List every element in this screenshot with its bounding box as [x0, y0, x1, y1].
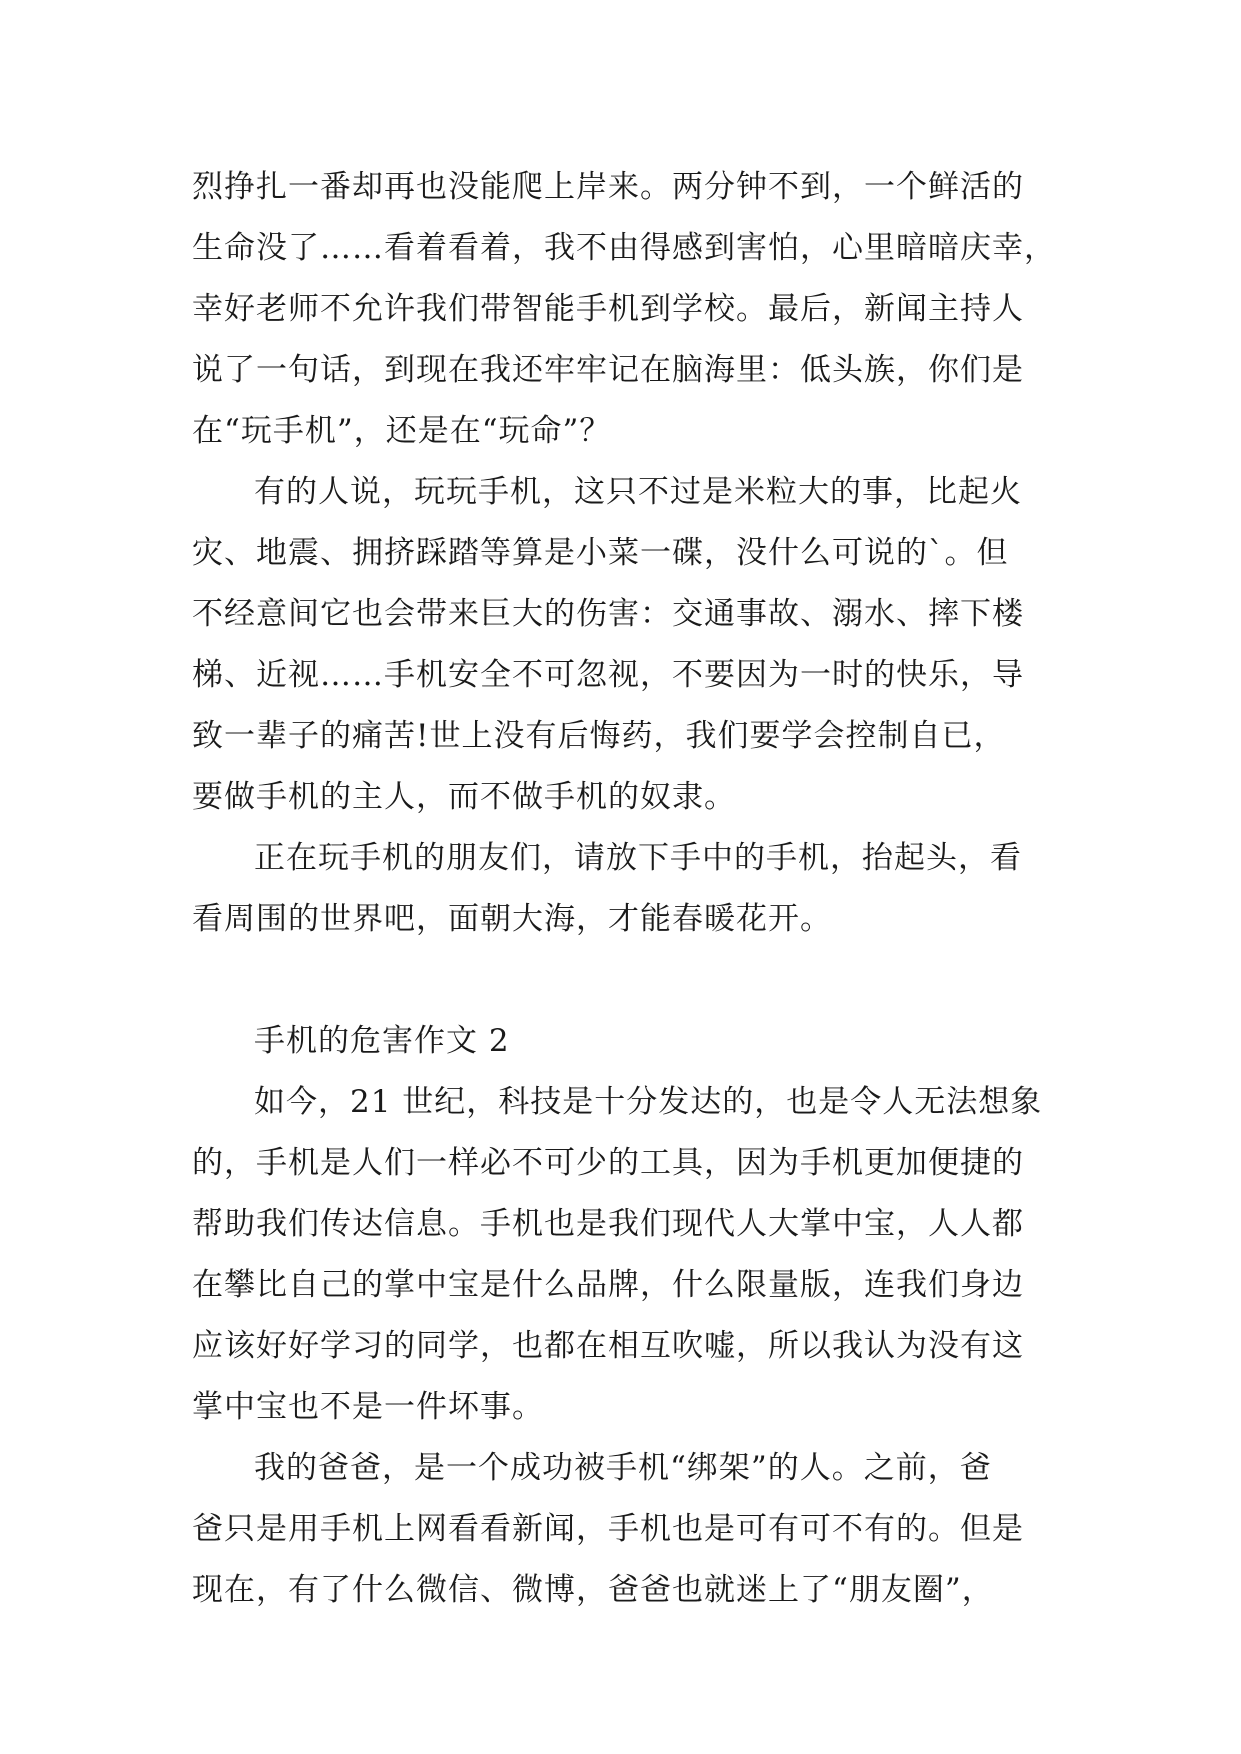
text-line: 要做手机的主人，而不做手机的奴隶。: [192, 779, 736, 815]
paragraph-continued: [192, 157, 1072, 462]
text-line: 掌中宝也不是一件坏事。: [192, 1389, 544, 1425]
essay-heading: 手机的危害作文 2: [254, 1023, 510, 1059]
text-line: 帮助我们传达信息。手机也是我们现代人大掌中宝，人人都: [192, 1206, 1024, 1242]
document-body: [192, 157, 1072, 1621]
text-line: 烈挣扎一番却再也没能爬上岸来。两分钟不到，一个鲜活的: [192, 169, 1024, 205]
text-line: 现在，有了什么微信、微博，爸爸也就迷上了“朋友圈”，: [192, 1572, 994, 1608]
text-line: 在攀比自己的掌中宝是什么品牌，什么限量版，连我们身边: [192, 1267, 1024, 1303]
text-line: 的，手机是人们一样必不可少的工具，因为手机更加便捷的: [192, 1145, 1024, 1181]
text-line: 致一辈子的痛苦!世上没有后悔药，我们要学会控制自已，: [192, 718, 1006, 754]
text-line: 应该好好学习的同学，也都在相互吹嘘，所以我认为没有这: [192, 1328, 1024, 1364]
text-line: 有的人说，玩玩手机，这只不过是米粒大的事，比起火: [254, 474, 1022, 510]
text-line: 我的爸爸，是一个成功被手机“绑架”的人。之前，爸: [254, 1450, 992, 1486]
text-line: 如今，21 世纪，科技是十分发达的，也是令人无法想象: [254, 1084, 1043, 1120]
section-gap: [192, 950, 1072, 1011]
text-line: 爸只是用手机上网看看新闻，手机也是可有可不有的。但是: [192, 1511, 1024, 1547]
text-line: 不经意间它也会带来巨大的伤害：交通事故、溺水、摔下楼: [192, 596, 1024, 632]
paragraph-father: [192, 1438, 1072, 1621]
text-line: 生命没了……看着看着，我不由得感到害怕，心里暗暗庆幸，: [192, 230, 1056, 266]
text-line: 灾、地震、拥挤踩踏等算是小菜一碟，没什么可说的`。但: [192, 535, 1009, 571]
paragraph-intro: [192, 1072, 1072, 1438]
text-line: 看周围的世界吧，面朝大海，才能春暖花开。: [192, 901, 832, 937]
paragraph-closing: [192, 828, 1072, 950]
text-line: 在“玩手机”，还是在“玩命”？: [192, 413, 612, 449]
text-line: 幸好老师不允许我们带智能手机到学校。最后，新闻主持人: [192, 291, 1024, 327]
paragraph-phone-harm: [192, 462, 1072, 828]
text-line: 说了一句话，到现在我还牢牢记在脑海里：低头族，你们是: [192, 352, 1024, 388]
text-line: 正在玩手机的朋友们，请放下手中的手机，抬起头，看: [254, 840, 1022, 876]
text-line: 梯、近视……手机安全不可忽视，不要因为一时的快乐，导: [192, 657, 1024, 693]
